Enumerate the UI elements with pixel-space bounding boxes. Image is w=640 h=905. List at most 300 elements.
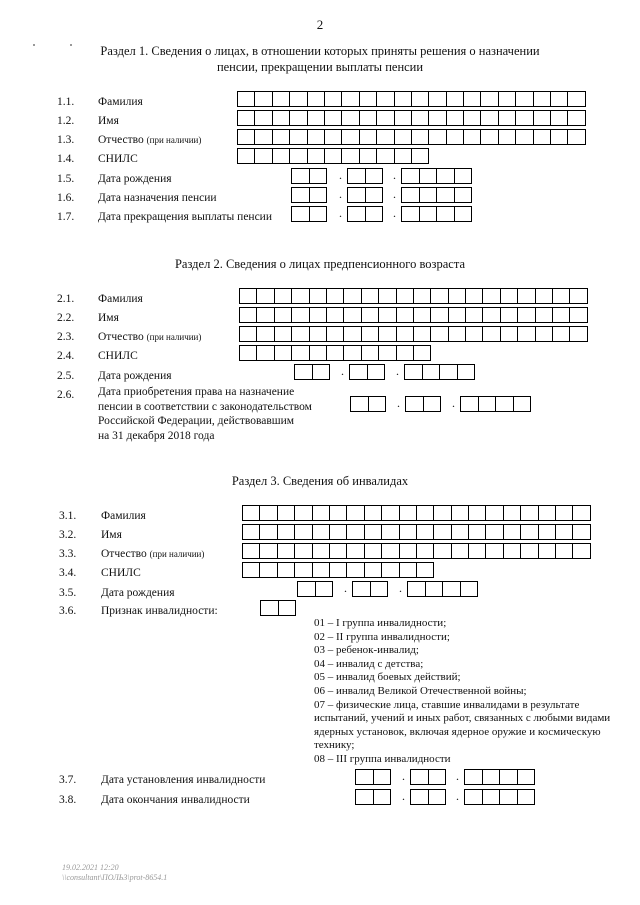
char-cell[interactable] xyxy=(556,505,573,521)
char-cell[interactable] xyxy=(368,364,386,380)
char-cell[interactable] xyxy=(431,307,448,323)
char-cell[interactable] xyxy=(290,91,307,107)
char-cell[interactable] xyxy=(401,206,420,222)
char-cell[interactable] xyxy=(417,505,434,521)
snils-boxes[interactable] xyxy=(239,345,431,361)
char-cell[interactable] xyxy=(260,505,277,521)
char-cell[interactable] xyxy=(501,307,518,323)
char-cell[interactable] xyxy=(412,129,429,145)
char-cell[interactable] xyxy=(377,91,394,107)
char-cell[interactable] xyxy=(344,345,361,361)
char-cell[interactable] xyxy=(308,110,325,126)
pension-end-day-boxes[interactable] xyxy=(291,206,327,222)
char-cell[interactable] xyxy=(279,600,297,616)
char-cell[interactable] xyxy=(516,91,533,107)
char-cell[interactable] xyxy=(360,110,377,126)
char-cell[interactable] xyxy=(414,326,431,342)
char-cell[interactable] xyxy=(464,789,483,805)
char-cell[interactable] xyxy=(237,91,255,107)
char-cell[interactable] xyxy=(483,288,500,304)
char-cell[interactable] xyxy=(483,307,500,323)
char-cell[interactable] xyxy=(426,581,444,597)
char-cell[interactable] xyxy=(570,288,587,304)
char-cell[interactable] xyxy=(460,396,479,412)
char-cell[interactable] xyxy=(536,288,553,304)
char-cell[interactable] xyxy=(310,326,327,342)
char-cell[interactable] xyxy=(518,288,535,304)
char-cell[interactable] xyxy=(352,581,371,597)
surname-boxes[interactable] xyxy=(242,505,591,521)
char-cell[interactable] xyxy=(366,206,384,222)
char-cell[interactable] xyxy=(429,91,446,107)
char-cell[interactable] xyxy=(242,505,260,521)
char-cell[interactable] xyxy=(440,364,458,380)
birth-month-boxes[interactable] xyxy=(347,168,383,184)
char-cell[interactable] xyxy=(466,307,483,323)
surname-boxes[interactable] xyxy=(239,288,588,304)
birth-day-boxes[interactable] xyxy=(297,581,333,597)
patronymic-boxes[interactable] xyxy=(239,326,588,342)
name-boxes[interactable] xyxy=(242,524,591,540)
char-cell[interactable] xyxy=(362,288,379,304)
char-cell[interactable] xyxy=(275,326,292,342)
char-cell[interactable] xyxy=(313,524,330,540)
char-cell[interactable] xyxy=(278,543,295,559)
char-cell[interactable] xyxy=(570,307,587,323)
char-cell[interactable] xyxy=(551,129,568,145)
char-cell[interactable] xyxy=(401,187,420,203)
char-cell[interactable] xyxy=(521,543,538,559)
char-cell[interactable] xyxy=(539,543,556,559)
char-cell[interactable] xyxy=(481,110,498,126)
char-cell[interactable] xyxy=(379,326,396,342)
char-cell[interactable] xyxy=(551,91,568,107)
char-cell[interactable] xyxy=(553,326,570,342)
char-cell[interactable] xyxy=(371,581,389,597)
char-cell[interactable] xyxy=(556,543,573,559)
char-cell[interactable] xyxy=(347,505,364,521)
disability-end-month-boxes[interactable] xyxy=(410,789,446,805)
char-cell[interactable] xyxy=(499,91,516,107)
char-cell[interactable] xyxy=(417,562,434,578)
char-cell[interactable] xyxy=(410,789,429,805)
char-cell[interactable] xyxy=(295,543,312,559)
char-cell[interactable] xyxy=(483,769,501,785)
char-cell[interactable] xyxy=(486,524,503,540)
char-cell[interactable] xyxy=(292,307,309,323)
char-cell[interactable] xyxy=(377,129,394,145)
char-cell[interactable] xyxy=(278,562,295,578)
char-cell[interactable] xyxy=(308,129,325,145)
char-cell[interactable] xyxy=(449,307,466,323)
char-cell[interactable] xyxy=(342,91,359,107)
char-cell[interactable] xyxy=(330,543,347,559)
char-cell[interactable] xyxy=(273,129,290,145)
char-cell[interactable] xyxy=(275,307,292,323)
char-cell[interactable] xyxy=(464,91,481,107)
char-cell[interactable] xyxy=(420,168,438,184)
char-cell[interactable] xyxy=(379,345,396,361)
char-cell[interactable] xyxy=(255,148,272,164)
char-cell[interactable] xyxy=(556,524,573,540)
birth-year-boxes[interactable] xyxy=(407,581,478,597)
char-cell[interactable] xyxy=(260,600,279,616)
char-cell[interactable] xyxy=(325,129,342,145)
char-cell[interactable] xyxy=(294,364,313,380)
char-cell[interactable] xyxy=(362,345,379,361)
char-cell[interactable] xyxy=(434,543,451,559)
char-cell[interactable] xyxy=(382,562,399,578)
char-cell[interactable] xyxy=(310,307,327,323)
char-cell[interactable] xyxy=(434,505,451,521)
char-cell[interactable] xyxy=(469,543,486,559)
birth-month-boxes[interactable] xyxy=(352,581,388,597)
char-cell[interactable] xyxy=(434,524,451,540)
char-cell[interactable] xyxy=(365,505,382,521)
name-boxes[interactable] xyxy=(237,110,586,126)
char-cell[interactable] xyxy=(414,307,431,323)
char-cell[interactable] xyxy=(313,543,330,559)
char-cell[interactable] xyxy=(568,110,585,126)
char-cell[interactable] xyxy=(316,581,334,597)
char-cell[interactable] xyxy=(499,110,516,126)
char-cell[interactable] xyxy=(275,288,292,304)
char-cell[interactable] xyxy=(347,168,366,184)
char-cell[interactable] xyxy=(401,168,420,184)
patronymic-boxes[interactable] xyxy=(242,543,591,559)
disability-start-year-boxes[interactable] xyxy=(464,769,535,785)
char-cell[interactable] xyxy=(395,148,412,164)
char-cell[interactable] xyxy=(469,505,486,521)
char-cell[interactable] xyxy=(479,396,497,412)
char-cell[interactable] xyxy=(483,326,500,342)
char-cell[interactable] xyxy=(242,524,260,540)
birth-day-boxes[interactable] xyxy=(294,364,330,380)
char-cell[interactable] xyxy=(291,187,310,203)
char-cell[interactable] xyxy=(379,288,396,304)
char-cell[interactable] xyxy=(504,524,521,540)
surname-boxes[interactable] xyxy=(237,91,586,107)
patronymic-boxes[interactable] xyxy=(237,129,586,145)
char-cell[interactable] xyxy=(534,110,551,126)
pension-end-year-boxes[interactable] xyxy=(401,206,472,222)
char-cell[interactable] xyxy=(449,326,466,342)
char-cell[interactable] xyxy=(449,288,466,304)
char-cell[interactable] xyxy=(461,581,479,597)
char-cell[interactable] xyxy=(239,307,257,323)
char-cell[interactable] xyxy=(518,769,536,785)
char-cell[interactable] xyxy=(429,129,446,145)
char-cell[interactable] xyxy=(539,505,556,521)
char-cell[interactable] xyxy=(327,345,344,361)
char-cell[interactable] xyxy=(458,364,476,380)
char-cell[interactable] xyxy=(239,345,257,361)
char-cell[interactable] xyxy=(365,524,382,540)
char-cell[interactable] xyxy=(273,110,290,126)
char-cell[interactable] xyxy=(395,91,412,107)
char-cell[interactable] xyxy=(365,543,382,559)
char-cell[interactable] xyxy=(257,307,274,323)
char-cell[interactable] xyxy=(420,187,438,203)
char-cell[interactable] xyxy=(362,326,379,342)
char-cell[interactable] xyxy=(347,562,364,578)
char-cell[interactable] xyxy=(310,168,328,184)
char-cell[interactable] xyxy=(292,345,309,361)
char-cell[interactable] xyxy=(568,129,585,145)
char-cell[interactable] xyxy=(504,505,521,521)
char-cell[interactable] xyxy=(464,110,481,126)
snils-boxes[interactable] xyxy=(242,562,434,578)
char-cell[interactable] xyxy=(242,543,260,559)
char-cell[interactable] xyxy=(443,581,461,597)
pension-start-year-boxes[interactable] xyxy=(401,187,472,203)
char-cell[interactable] xyxy=(273,91,290,107)
char-cell[interactable] xyxy=(257,288,274,304)
char-cell[interactable] xyxy=(362,307,379,323)
char-cell[interactable] xyxy=(355,789,374,805)
char-cell[interactable] xyxy=(570,326,587,342)
char-cell[interactable] xyxy=(429,110,446,126)
char-cell[interactable] xyxy=(342,110,359,126)
char-cell[interactable] xyxy=(568,91,585,107)
char-cell[interactable] xyxy=(395,110,412,126)
char-cell[interactable] xyxy=(310,206,328,222)
char-cell[interactable] xyxy=(516,110,533,126)
char-cell[interactable] xyxy=(342,148,359,164)
char-cell[interactable] xyxy=(347,187,366,203)
char-cell[interactable] xyxy=(397,326,414,342)
char-cell[interactable] xyxy=(295,562,312,578)
char-cell[interactable] xyxy=(400,505,417,521)
char-cell[interactable] xyxy=(310,187,328,203)
char-cell[interactable] xyxy=(431,326,448,342)
char-cell[interactable] xyxy=(330,524,347,540)
char-cell[interactable] xyxy=(260,524,277,540)
char-cell[interactable] xyxy=(355,769,374,785)
char-cell[interactable] xyxy=(242,562,260,578)
char-cell[interactable] xyxy=(382,543,399,559)
disability-start-month-boxes[interactable] xyxy=(410,769,446,785)
char-cell[interactable] xyxy=(325,91,342,107)
char-cell[interactable] xyxy=(365,562,382,578)
char-cell[interactable] xyxy=(257,345,274,361)
char-cell[interactable] xyxy=(347,543,364,559)
char-cell[interactable] xyxy=(275,345,292,361)
char-cell[interactable] xyxy=(466,326,483,342)
char-cell[interactable] xyxy=(255,110,272,126)
birth-month-boxes[interactable] xyxy=(349,364,385,380)
char-cell[interactable] xyxy=(417,524,434,540)
char-cell[interactable] xyxy=(347,524,364,540)
char-cell[interactable] xyxy=(518,307,535,323)
char-cell[interactable] xyxy=(573,505,590,521)
char-cell[interactable] xyxy=(437,206,455,222)
char-cell[interactable] xyxy=(366,168,384,184)
char-cell[interactable] xyxy=(397,345,414,361)
char-cell[interactable] xyxy=(423,364,441,380)
char-cell[interactable] xyxy=(483,789,501,805)
char-cell[interactable] xyxy=(518,789,536,805)
char-cell[interactable] xyxy=(539,524,556,540)
char-cell[interactable] xyxy=(404,364,423,380)
char-cell[interactable] xyxy=(516,129,533,145)
char-cell[interactable] xyxy=(455,206,473,222)
char-cell[interactable] xyxy=(237,129,255,145)
char-cell[interactable] xyxy=(257,326,274,342)
char-cell[interactable] xyxy=(466,288,483,304)
char-cell[interactable] xyxy=(534,129,551,145)
char-cell[interactable] xyxy=(400,562,417,578)
char-cell[interactable] xyxy=(420,206,438,222)
char-cell[interactable] xyxy=(313,562,330,578)
char-cell[interactable] xyxy=(310,345,327,361)
char-cell[interactable] xyxy=(344,307,361,323)
char-cell[interactable] xyxy=(291,206,310,222)
char-cell[interactable] xyxy=(521,505,538,521)
char-cell[interactable] xyxy=(313,364,331,380)
char-cell[interactable] xyxy=(452,543,469,559)
char-cell[interactable] xyxy=(500,789,518,805)
char-cell[interactable] xyxy=(414,345,431,361)
char-cell[interactable] xyxy=(573,524,590,540)
char-cell[interactable] xyxy=(260,562,277,578)
char-cell[interactable] xyxy=(553,307,570,323)
char-cell[interactable] xyxy=(500,769,518,785)
char-cell[interactable] xyxy=(295,524,312,540)
char-cell[interactable] xyxy=(400,543,417,559)
char-cell[interactable] xyxy=(414,288,431,304)
char-cell[interactable] xyxy=(431,288,448,304)
char-cell[interactable] xyxy=(290,148,307,164)
char-cell[interactable] xyxy=(412,91,429,107)
char-cell[interactable] xyxy=(237,110,255,126)
char-cell[interactable] xyxy=(297,581,316,597)
char-cell[interactable] xyxy=(310,288,327,304)
char-cell[interactable] xyxy=(447,110,464,126)
char-cell[interactable] xyxy=(308,91,325,107)
char-cell[interactable] xyxy=(464,769,483,785)
char-cell[interactable] xyxy=(455,187,473,203)
char-cell[interactable] xyxy=(481,129,498,145)
char-cell[interactable] xyxy=(504,543,521,559)
char-cell[interactable] xyxy=(308,148,325,164)
birth-year-boxes[interactable] xyxy=(404,364,475,380)
char-cell[interactable] xyxy=(255,91,272,107)
char-cell[interactable] xyxy=(501,326,518,342)
char-cell[interactable] xyxy=(407,581,426,597)
char-cell[interactable] xyxy=(344,326,361,342)
char-cell[interactable] xyxy=(360,129,377,145)
char-cell[interactable] xyxy=(412,110,429,126)
char-cell[interactable] xyxy=(469,524,486,540)
char-cell[interactable] xyxy=(496,396,514,412)
char-cell[interactable] xyxy=(429,769,447,785)
char-cell[interactable] xyxy=(291,168,310,184)
char-cell[interactable] xyxy=(327,288,344,304)
char-cell[interactable] xyxy=(347,206,366,222)
char-cell[interactable] xyxy=(429,789,447,805)
char-cell[interactable] xyxy=(395,129,412,145)
char-cell[interactable] xyxy=(536,307,553,323)
right-date-year-boxes[interactable] xyxy=(460,396,531,412)
right-date-day-boxes[interactable] xyxy=(350,396,386,412)
char-cell[interactable] xyxy=(536,326,553,342)
char-cell[interactable] xyxy=(400,524,417,540)
char-cell[interactable] xyxy=(452,524,469,540)
char-cell[interactable] xyxy=(499,129,516,145)
char-cell[interactable] xyxy=(412,148,429,164)
char-cell[interactable] xyxy=(514,396,532,412)
char-cell[interactable] xyxy=(237,148,255,164)
char-cell[interactable] xyxy=(377,148,394,164)
char-cell[interactable] xyxy=(239,326,257,342)
char-cell[interactable] xyxy=(290,110,307,126)
char-cell[interactable] xyxy=(374,769,392,785)
char-cell[interactable] xyxy=(486,543,503,559)
char-cell[interactable] xyxy=(278,505,295,521)
char-cell[interactable] xyxy=(330,562,347,578)
char-cell[interactable] xyxy=(397,288,414,304)
char-cell[interactable] xyxy=(521,524,538,540)
char-cell[interactable] xyxy=(313,505,330,521)
char-cell[interactable] xyxy=(292,326,309,342)
char-cell[interactable] xyxy=(437,168,455,184)
char-cell[interactable] xyxy=(273,148,290,164)
char-cell[interactable] xyxy=(255,129,272,145)
char-cell[interactable] xyxy=(447,129,464,145)
char-cell[interactable] xyxy=(295,505,312,521)
char-cell[interactable] xyxy=(397,307,414,323)
char-cell[interactable] xyxy=(260,543,277,559)
char-cell[interactable] xyxy=(501,288,518,304)
char-cell[interactable] xyxy=(379,307,396,323)
char-cell[interactable] xyxy=(325,110,342,126)
pension-start-day-boxes[interactable] xyxy=(291,187,327,203)
char-cell[interactable] xyxy=(239,288,257,304)
char-cell[interactable] xyxy=(325,148,342,164)
char-cell[interactable] xyxy=(447,91,464,107)
char-cell[interactable] xyxy=(553,288,570,304)
char-cell[interactable] xyxy=(437,187,455,203)
char-cell[interactable] xyxy=(349,364,368,380)
right-date-month-boxes[interactable] xyxy=(405,396,441,412)
char-cell[interactable] xyxy=(382,524,399,540)
birth-day-boxes[interactable] xyxy=(291,168,327,184)
char-cell[interactable] xyxy=(374,789,392,805)
disability-code-boxes[interactable] xyxy=(260,600,296,616)
char-cell[interactable] xyxy=(369,396,387,412)
disability-start-day-boxes[interactable] xyxy=(355,769,391,785)
char-cell[interactable] xyxy=(486,505,503,521)
char-cell[interactable] xyxy=(455,168,473,184)
pension-start-month-boxes[interactable] xyxy=(347,187,383,203)
birth-year-boxes[interactable] xyxy=(401,168,472,184)
char-cell[interactable] xyxy=(405,396,424,412)
char-cell[interactable] xyxy=(292,288,309,304)
char-cell[interactable] xyxy=(551,110,568,126)
char-cell[interactable] xyxy=(534,91,551,107)
char-cell[interactable] xyxy=(344,288,361,304)
char-cell[interactable] xyxy=(410,769,429,785)
char-cell[interactable] xyxy=(327,307,344,323)
char-cell[interactable] xyxy=(417,543,434,559)
char-cell[interactable] xyxy=(382,505,399,521)
char-cell[interactable] xyxy=(290,129,307,145)
char-cell[interactable] xyxy=(342,129,359,145)
char-cell[interactable] xyxy=(481,91,498,107)
char-cell[interactable] xyxy=(360,91,377,107)
disability-end-year-boxes[interactable] xyxy=(464,789,535,805)
